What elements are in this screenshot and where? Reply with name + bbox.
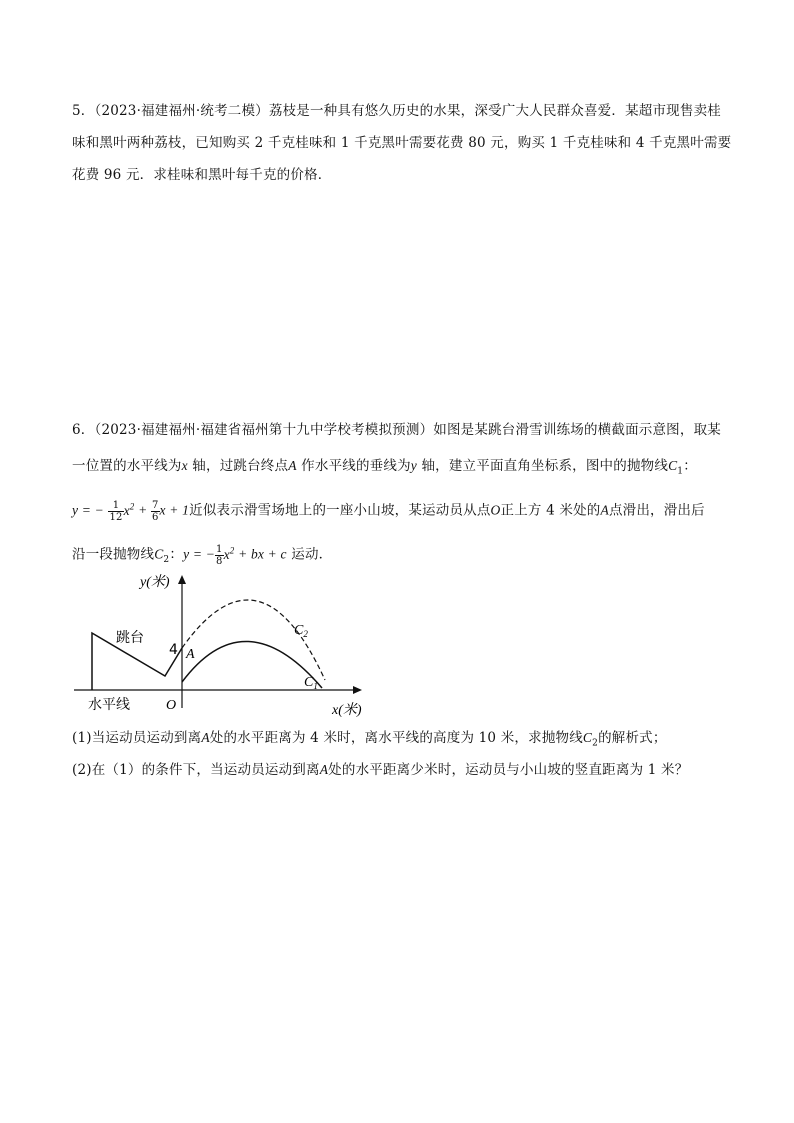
fraction-1-12	[108, 500, 123, 523]
point-A: A	[288, 458, 297, 473]
plus-sign: +	[134, 502, 151, 518]
curve-C1-name: C	[668, 458, 678, 473]
curve-C1-letter: C	[304, 675, 314, 690]
q6-line3-text-c: 点滑出，滑出后	[608, 502, 705, 519]
q6-line2-text-c: 作水平线的垂线为	[296, 458, 411, 474]
q5-line-3: 花费 96 元．求桂味和黑叶每千克的价格．	[72, 167, 332, 183]
sub2-text-a: (2)在（1）的条件下，当运动员运动到离	[72, 762, 320, 778]
q5-line-1: 5．（2023·福建福州·统考二模）荔枝是一种具有悠久历史的水果，深受广大人民群众喜爱．某超市现售卖桂	[72, 103, 721, 119]
fraction-denominator: 6	[151, 511, 159, 523]
q6-line2-text-d: 轴，建立平面直角坐标系，图中的抛物线	[416, 458, 669, 474]
point-A: A	[319, 762, 329, 777]
q6-line4-text-c: 运动．	[286, 546, 333, 563]
height-label: 4	[169, 642, 178, 658]
x-axis-label: x(米)	[332, 703, 362, 718]
c2-equation-rest: + bx + c	[234, 546, 287, 562]
fraction-1-8	[215, 544, 224, 567]
point-O: O	[490, 502, 501, 518]
platform-label: 跳台	[116, 630, 144, 646]
q6-line3-text-a: 近似表示滑雪场地上的一座小山坡，某运动员从点	[189, 502, 491, 519]
sub1-text-c: 的解析式；	[598, 730, 667, 746]
q6-line-2	[72, 457, 697, 481]
fraction-numerator: 7	[151, 499, 159, 511]
origin-label: O	[166, 698, 177, 713]
curve-C2-sub: 2	[303, 629, 308, 639]
q6-line4-colon: ：	[169, 546, 184, 563]
sub1-text-b: 处的水平距离为 4 米时，离水平线的高度为 10 米，求抛物线	[209, 730, 583, 746]
curve-C2-letter: C	[294, 623, 304, 638]
y-axis-label: y(米)	[140, 575, 170, 590]
x-term: x	[223, 546, 230, 562]
q6-line2-text-b: 轴，过跳台终点	[187, 458, 289, 474]
fraction-denominator: 12	[109, 511, 123, 523]
sub1-text-a: (1)当运动员运动到离	[72, 730, 202, 746]
fraction-denominator: 8	[216, 555, 223, 567]
q6-line4-text-a: 沿一段抛物线	[72, 546, 155, 563]
curve-C1-sub: 1	[313, 681, 318, 691]
q6-line2-colon: ：	[683, 458, 697, 474]
ski-jump-figure	[70, 568, 380, 718]
q6-line3-text-b: 正上方 4 米处的	[500, 502, 601, 519]
point-A: A	[600, 502, 609, 518]
q6-sub-1	[72, 729, 667, 753]
point-A: A	[201, 730, 210, 745]
exponent-2: 2	[229, 545, 235, 555]
q5-line-2: 味和黑叶两种荔枝，已知购买 2 千克桂味和 1 千克黑叶需要花费 80 元，购买 1 千克桂味和 4 千克黑叶需要	[72, 135, 732, 151]
linear-term: x + 1	[159, 502, 190, 518]
x-squared	[224, 547, 235, 562]
exponent-2: 2	[129, 501, 135, 511]
curve-C2-name: C	[582, 730, 593, 745]
fraction-numerator: 1	[108, 500, 123, 512]
curve-C1	[182, 641, 322, 688]
curve-C1-label	[304, 675, 318, 691]
horizon-label: 水平线	[88, 697, 130, 713]
c2-equation-lhs: y = −	[183, 546, 216, 562]
c1-equation-lhs: y = −	[72, 502, 104, 518]
x-axis-arrow	[353, 686, 362, 694]
sub2-text-b: 处的水平距离少米时，运动员与小山坡的竖直距离为 1 米？	[328, 762, 689, 778]
y-variable: y	[410, 458, 417, 473]
curve-C2-subscript: 2	[163, 555, 170, 566]
q6-line2-text-a: 一位置的水平线为	[72, 458, 182, 474]
fraction-7-6	[151, 500, 160, 523]
q6-line-3	[72, 497, 705, 523]
fraction-numerator: 1	[216, 543, 223, 555]
curve-C2-subscript: 2	[592, 738, 599, 749]
y-axis-arrow	[178, 575, 186, 584]
x-squared	[124, 503, 135, 518]
q6-sub-2	[72, 761, 688, 779]
x-term: x	[123, 502, 130, 518]
q6-line-1: 6．（2023·福建福州·福建省福州第十九中学校考模拟预测）如图是某跳台滑雪训练场的横截面示意图，取某	[72, 422, 721, 438]
point-A-label: A	[186, 647, 195, 662]
curve-C1-subscript: 1	[677, 466, 684, 477]
q6-line-4	[72, 541, 332, 569]
x-variable: x	[181, 458, 188, 473]
curve-C2-name: C	[154, 546, 164, 562]
curve-C2-label	[294, 623, 308, 639]
